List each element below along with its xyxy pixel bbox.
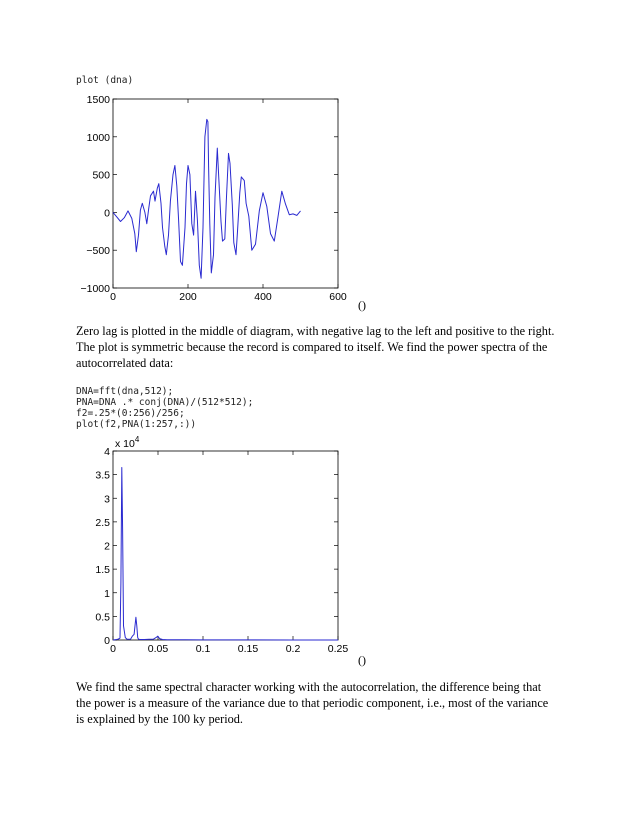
plot-frame: [113, 451, 338, 640]
paragraph-line: The plot is symmetric because the record is compared to itself. We find the power spectra of the: [76, 340, 548, 355]
y-axis-multiplier: [115, 435, 140, 450]
code-line: PNA=DNA .* conj(DNA)/(512*512);: [76, 397, 254, 408]
x-tick-label: 0.1: [195, 643, 211, 655]
x-tick-label: 200: [179, 291, 197, 303]
data-series-line: [113, 468, 338, 641]
y-tick-label: 0.5: [95, 611, 110, 624]
y-tick-label: 3: [104, 493, 110, 506]
y-tick-label: 3.5: [95, 469, 110, 482]
y-tick-label: 4: [104, 446, 110, 458]
x-tick-label: 400: [254, 291, 272, 303]
y-tick-label: 1: [104, 587, 110, 600]
y-tick-label: 1.5: [95, 564, 110, 577]
paragraph-line: autocorrelated data:: [76, 356, 174, 371]
paragraph-line: Zero lag is plotted in the middle of diagram, with negative lag to the left and positive to the right.: [76, 324, 555, 338]
y-tick-label: 1500: [86, 94, 110, 106]
code-line: DNA=fft(dna,512);: [76, 386, 174, 397]
y-tick-label: 0: [104, 207, 110, 220]
y-tick-label: −1000: [80, 283, 110, 295]
x-tick-label: 0: [110, 291, 116, 303]
x-tick-label: 0: [110, 643, 116, 655]
y-tick-label: 2.5: [95, 516, 110, 529]
y-tick-label: 1000: [86, 131, 110, 144]
paragraph-line: is explained by the 100 ky period.: [76, 712, 243, 727]
equation-number-1: (): [358, 298, 366, 312]
y-tick-label: −500: [86, 245, 110, 258]
equation-number-2: (): [358, 653, 366, 667]
paragraph-spectral-character: [76, 679, 576, 728]
y-tick-label: 500: [92, 169, 110, 182]
code-line: plot (dna): [76, 75, 134, 86]
x-tick-label: 0.25: [327, 643, 349, 655]
y-tick-label: 2: [104, 540, 110, 553]
x-tick-label: 0.2: [285, 643, 301, 655]
x-tick-label: 600: [329, 291, 347, 303]
paragraph-line: We find the same spectral character working with the autocorrelation, the difference being that: [76, 680, 542, 694]
paragraph-line: the power is a measure of the variance due to that periodic component, i.e., most of the variance: [76, 696, 549, 711]
multiplier-base: x 10: [115, 438, 135, 450]
x-tick-label: 0.15: [237, 643, 259, 655]
x-tick-label: 0.05: [147, 643, 169, 655]
code-line: plot(f2,PNA(1:257,:)): [76, 419, 197, 430]
code-line: f2=.25*(0:256)/256;: [76, 408, 185, 419]
y-tick-label: 0: [104, 635, 110, 647]
multiplier-exponent: 4: [134, 435, 140, 444]
